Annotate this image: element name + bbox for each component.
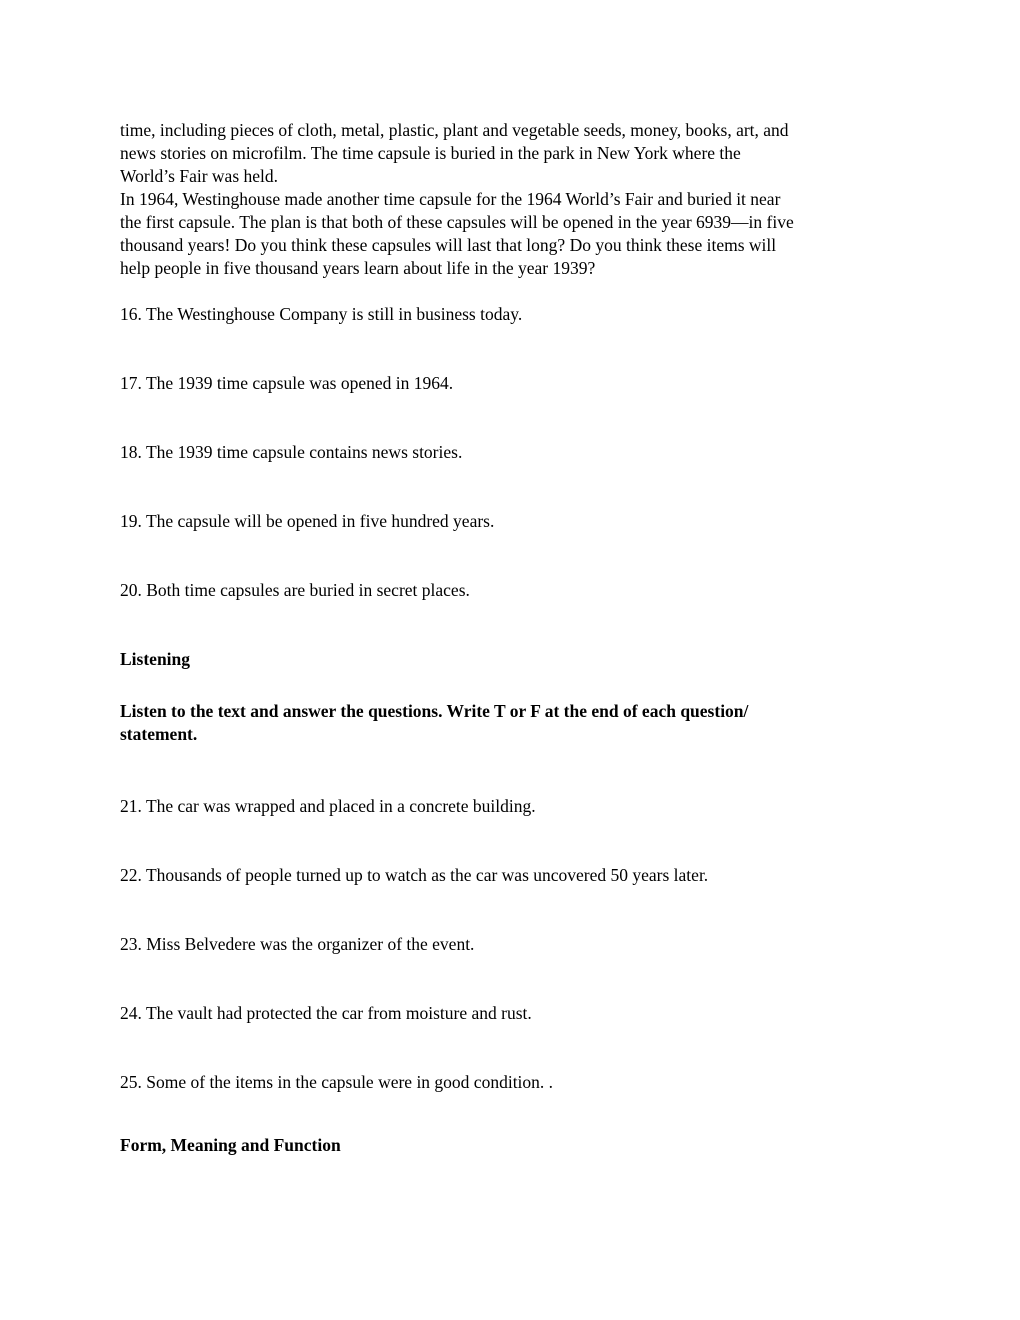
- question-text: The capsule will be opened in five hundred years.: [145, 511, 495, 531]
- question-number: 18.: [120, 442, 142, 462]
- form-meaning-function-heading: Form, Meaning and Function: [120, 1135, 341, 1155]
- question-25: [120, 1071, 892, 1094]
- question-text: The 1939 time capsule was opened in 1964.: [145, 373, 454, 393]
- question-17: [120, 372, 892, 395]
- question-16: [120, 303, 892, 326]
- question-text: The 1939 time capsule contains news stories.: [145, 442, 463, 462]
- question-text: The vault had protected the car from moisture and rust.: [145, 1003, 532, 1023]
- instruction-line: Listen to the text and answer the questions. Write T or F at the end of each question/: [120, 701, 749, 721]
- listening-instruction: [120, 700, 892, 746]
- reading-passage: [120, 119, 892, 280]
- question-number: 25.: [120, 1072, 142, 1092]
- question-20: [120, 579, 892, 602]
- question-21: [120, 795, 892, 818]
- question-number: 16.: [120, 304, 142, 324]
- question-number: 23.: [120, 934, 142, 954]
- question-number: 19.: [120, 511, 142, 531]
- question-text: The car was wrapped and placed in a concrete building.: [145, 796, 536, 816]
- passage-line: help people in five thousand years learn about life in the year 1939?: [120, 258, 596, 278]
- passage-line: World’s Fair was held.: [120, 166, 279, 186]
- question-18: [120, 441, 892, 464]
- question-text: The Westinghouse Company is still in business today.: [145, 304, 523, 324]
- question-22: [120, 864, 892, 887]
- listening-section-heading: Listening: [120, 649, 191, 669]
- passage-line: time, including pieces of cloth, metal, plastic, plant and vegetable seeds, money, books, art, and: [120, 120, 789, 140]
- question-text: Both time capsules are buried in secret places.: [146, 580, 470, 600]
- question-number: 22.: [120, 865, 142, 885]
- question-number: 20.: [120, 580, 142, 600]
- question-number: 17.: [120, 373, 142, 393]
- passage-line: In 1964, Westinghouse made another time capsule for the 1964 World’s Fair and buried it near: [120, 189, 781, 209]
- question-number: 21.: [120, 796, 142, 816]
- passage-line: thousand years! Do you think these capsules will last that long? Do you think these items will: [120, 235, 777, 255]
- instruction-line: statement.: [120, 724, 198, 744]
- question-text: Miss Belvedere was the organizer of the event.: [146, 934, 475, 954]
- question-text: Some of the items in the capsule were in good condition. .: [146, 1072, 554, 1092]
- question-23: [120, 933, 892, 956]
- passage-line: news stories on microfilm. The time capsule is buried in the park in New York where the: [120, 143, 741, 163]
- question-number: 24.: [120, 1003, 142, 1023]
- passage-line: the first capsule. The plan is that both of these capsules will be opened in the year 6939—in five: [120, 212, 794, 232]
- question-text: Thousands of people turned up to watch as the car was uncovered 50 years later.: [145, 865, 709, 885]
- question-19: [120, 510, 892, 533]
- question-24: [120, 1002, 892, 1025]
